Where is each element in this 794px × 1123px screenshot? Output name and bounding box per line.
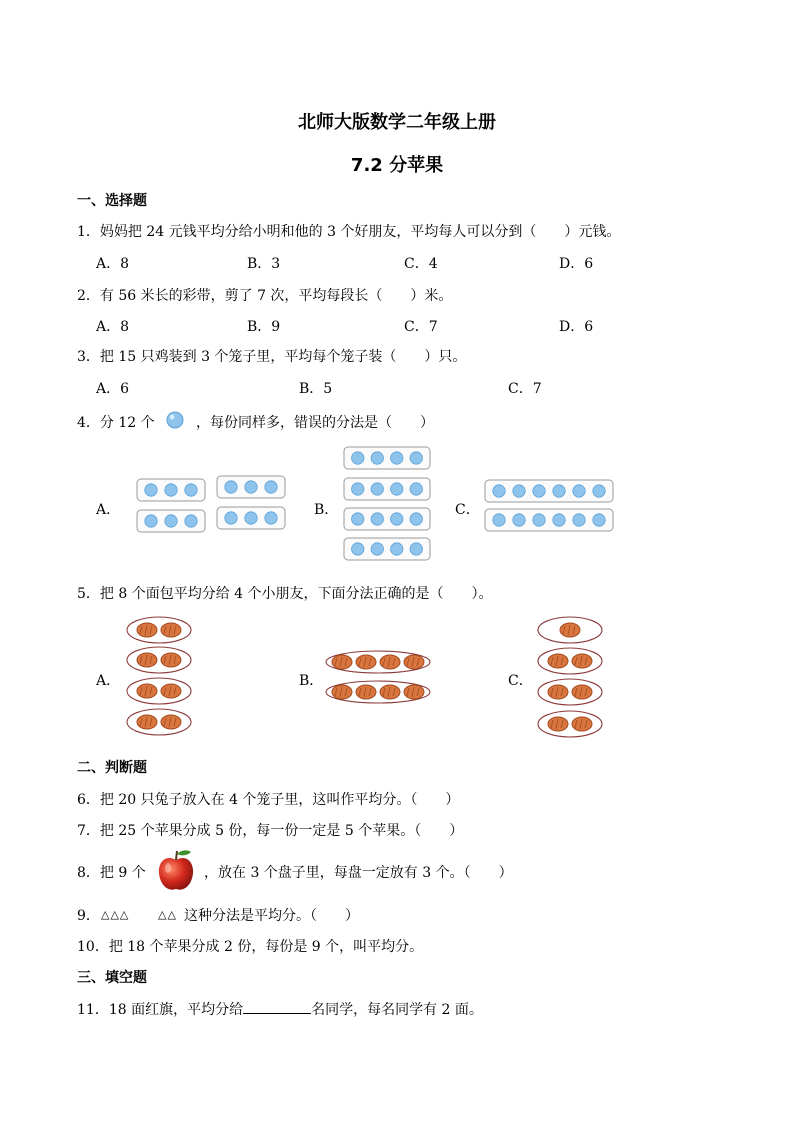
blue-dot	[371, 452, 383, 464]
blue-dot	[185, 515, 197, 527]
section-heading-judge: 二、判断题	[77, 760, 147, 776]
blue-dot	[493, 514, 505, 526]
q4-option-b: B．	[314, 502, 339, 518]
q1-option-d: D．6	[559, 256, 594, 272]
blue-dot	[391, 483, 403, 495]
q3-option-b: B．5	[299, 381, 333, 397]
bread-roll	[572, 717, 592, 731]
bread-roll	[137, 623, 157, 637]
q4-figure-c	[480, 475, 620, 535]
blue-dot	[245, 512, 257, 524]
dot-group	[344, 538, 430, 560]
q2-option-d: D．6	[559, 319, 594, 335]
bread-roll	[404, 655, 424, 669]
blue-dot	[533, 485, 545, 497]
question-8-part1: 8．把 9 个	[77, 865, 146, 881]
blue-dot	[145, 515, 157, 527]
bread-roll	[548, 717, 568, 731]
answer-blank[interactable]	[243, 999, 311, 1014]
dot-group	[344, 478, 430, 500]
dot-group	[137, 510, 205, 532]
q2-option-c: C．7	[404, 319, 438, 335]
bread-roll	[137, 684, 157, 698]
blue-dot	[371, 483, 383, 495]
q3-option-c: C．7	[508, 381, 542, 397]
question-4-part2: ，每份同样多，错误的分法是（ ）	[196, 415, 434, 431]
bread-roll	[137, 715, 157, 729]
blue-dot	[225, 481, 237, 493]
bread-roll	[572, 685, 592, 699]
triangle-group-1: △△△	[101, 908, 130, 921]
section-heading-fill: 三、填空题	[77, 970, 147, 986]
blue-dot	[165, 484, 177, 496]
blue-dot	[225, 512, 237, 524]
blue-dot	[410, 483, 422, 495]
blue-dot	[391, 452, 403, 464]
blue-dot	[185, 484, 197, 496]
q5-figure-a	[122, 614, 197, 742]
blue-dot	[352, 452, 364, 464]
blue-dot	[553, 514, 565, 526]
dot-group	[217, 507, 285, 529]
blue-dot	[513, 485, 525, 497]
blue-dot	[493, 485, 505, 497]
dot-group	[217, 476, 285, 498]
q1-option-a: A．8	[96, 256, 130, 272]
bread-roll	[161, 715, 181, 729]
blue-dot	[371, 543, 383, 555]
blue-dot	[593, 514, 605, 526]
blue-dot	[410, 543, 422, 555]
q1-option-c: C．4	[404, 256, 438, 272]
apple-icon	[156, 848, 196, 893]
bread-roll	[548, 654, 568, 668]
q5-option-b: B．	[299, 673, 324, 689]
dot-group	[344, 508, 430, 530]
dot-group	[137, 479, 205, 501]
bread-roll	[560, 623, 580, 637]
q5-figure-b	[322, 648, 434, 708]
question-5: 5．把 8 个面包平均分给 4 个小朋友，下面分法正确的是（ ）。	[77, 586, 493, 602]
blue-dot	[145, 484, 157, 496]
q2-option-a: A．8	[96, 319, 130, 335]
blue-dot	[533, 514, 545, 526]
blue-dot	[265, 481, 277, 493]
dot-group	[344, 447, 430, 469]
blue-dot	[352, 513, 364, 525]
bread-roll	[332, 655, 352, 669]
blue-dot	[410, 452, 422, 464]
bread-roll	[137, 653, 157, 667]
q5-option-a: A．	[96, 673, 121, 689]
bread-roll	[380, 685, 400, 699]
q4-option-a: A．	[96, 502, 121, 518]
page-title: 北师大版数学二年级上册	[298, 112, 496, 133]
q4-option-c: C．	[455, 502, 480, 518]
blue-dot-icon	[165, 410, 187, 432]
q4-figure-b	[340, 443, 435, 568]
blue-dot	[352, 483, 364, 495]
question-7: 7．把 25 个苹果分成 5 份，每一份一定是 5 个苹果。（ ）	[77, 823, 464, 839]
bread-roll	[404, 685, 424, 699]
blue-dot	[513, 514, 525, 526]
blue-dot	[391, 543, 403, 555]
q4-figure-a	[130, 470, 290, 540]
question-6: 6．把 20 只兔子放入在 4 个笼子里，这叫作平均分。（ ）	[77, 792, 460, 808]
blue-dot	[245, 481, 257, 493]
dot-group	[485, 480, 613, 502]
question-11-part1: 11．18 面红旗，平均分给	[77, 1002, 244, 1018]
question-2: 2．有 56 米长的彩带，剪了 7 次，平均每段长（ ）米。	[77, 288, 453, 304]
q5-option-c: C．	[508, 673, 533, 689]
triangle-group-2: △△	[158, 908, 177, 921]
blue-dot	[573, 514, 585, 526]
question-11-part2: 名同学，每名同学有 2 面。	[311, 1002, 483, 1018]
blue-dot	[573, 485, 585, 497]
blue-dot	[165, 515, 177, 527]
bread-roll	[332, 685, 352, 699]
bread-roll	[161, 623, 181, 637]
bread-roll	[161, 653, 181, 667]
blue-dot	[391, 513, 403, 525]
section-heading-choice: 一、选择题	[77, 193, 147, 209]
blue-dot	[371, 513, 383, 525]
question-4-part1: 4．分 12 个	[77, 415, 155, 431]
dot-group	[485, 509, 613, 531]
question-1: 1．妈妈把 24 元钱平均分给小明和他的 3 个好朋友，平均每人可以分到（ ）元钱。	[77, 224, 621, 240]
question-10: 10．把 18 个苹果分成 2 份，每份是 9 个，叫平均分。	[77, 939, 424, 955]
blue-dot	[593, 485, 605, 497]
blue-dot	[410, 513, 422, 525]
question-11	[77, 999, 483, 1019]
question-9-text: 这种分法是平均分。（ ）	[184, 908, 359, 924]
bread-roll	[572, 654, 592, 668]
q5-figure-c	[533, 614, 608, 742]
bread-roll	[380, 655, 400, 669]
blue-dot	[553, 485, 565, 497]
q2-option-b: B．9	[247, 319, 281, 335]
question-8-part2: ，放在 3 个盘子里，每盘一定放有 3 个。（ ）	[204, 865, 513, 881]
q3-option-a: A．6	[96, 381, 130, 397]
blue-dot	[352, 543, 364, 555]
bread-roll	[356, 655, 376, 669]
question-9-number: 9．	[77, 908, 100, 924]
question-3: 3．把 15 只鸡装到 3 个笼子里，平均每个笼子装（ ）只。	[77, 349, 467, 365]
bread-roll	[356, 685, 376, 699]
q1-option-b: B．3	[247, 256, 281, 272]
page-subtitle: 7.2 分苹果	[350, 155, 444, 176]
blue-dot	[265, 512, 277, 524]
bread-roll	[548, 685, 568, 699]
bread-roll	[161, 684, 181, 698]
